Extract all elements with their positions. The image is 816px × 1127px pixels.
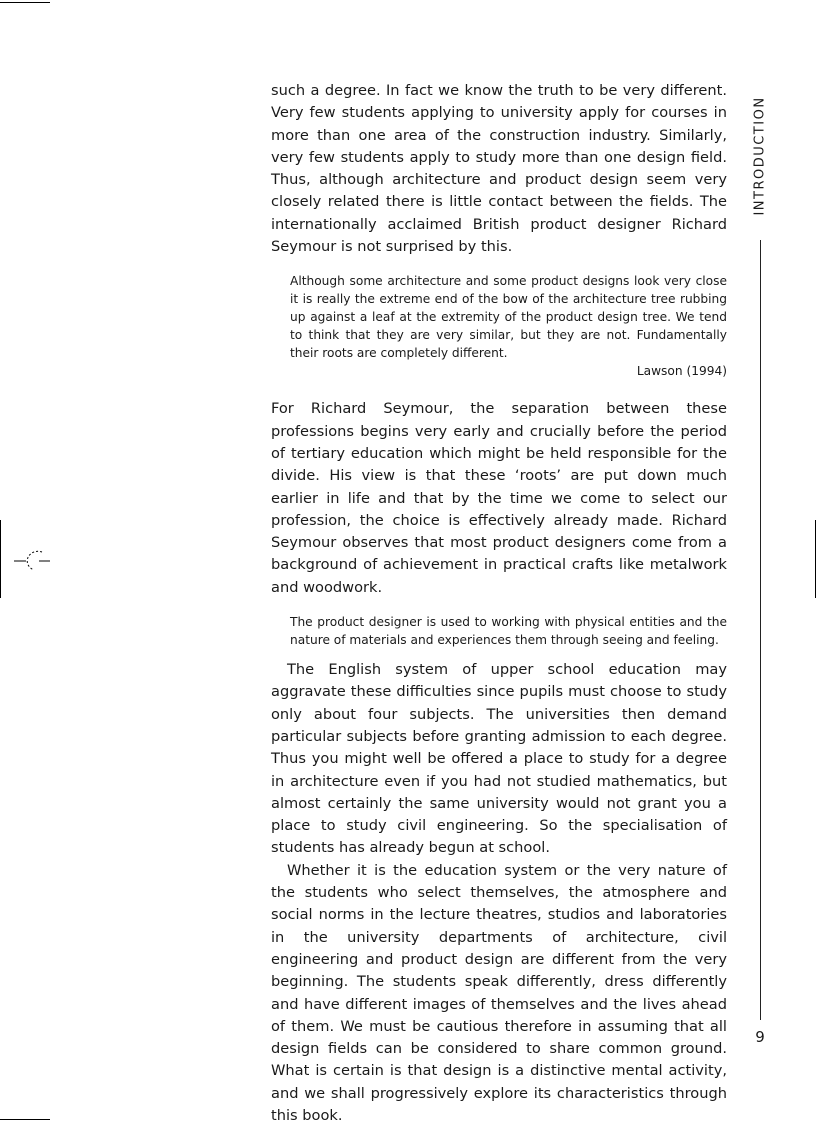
block-quote-2	[290, 613, 727, 649]
block-quote-text: The product designer is used to working with physical entities and the nature of materials and experiences them through seeing and feeling.	[290, 615, 727, 648]
body-paragraph-1: such a degree. In fact we know the truth to be very different. Very few students applying to university apply for courses in more than one area of the construction industry. Similarly, very few students apply to study more than one design field. Thus, although architecture and product design seem very closely related there is little contact between the fields. The internationally acclaimed British product designer Richard Seymour is not surprised by this.	[271, 82, 727, 256]
body-paragraph-4: Whether it is the education system or the very nature of the students who select themselves, the atmosphere and social norms in the lecture theatres, studios and laboratories in the university departments of architecture, civil engineering and product design are different from the very beginning. The students speak differently, dress differently and have different images of themselves and the lives ahead of them. We must be cautious therefore in assuming that all design fields can be considered to share common ground. What is certain is that design is a distinctive mental activity, and we shall progressively explore its characteristics through this book.	[271, 861, 727, 1124]
body-paragraph-3: The English system of upper school education may aggravate these difficulties since pupils must choose to study only about four subjects. The universities then demand particular subjects before granting admission to each degree. Thus you might well be offered a place to study for a degree in architecture even if you had not studied mathematics, but almost certainly the same university would not grant you a place to study civil engineering. So the specialisation of students has already begun at school.	[271, 661, 727, 857]
crop-mark-top-left	[0, 2, 50, 3]
section-title: INTRODUCTION	[752, 96, 768, 216]
block-quote-1	[290, 272, 727, 380]
block-quote-text: Although some architecture and some product designs look very close it is really the extreme end of the bow of the architecture tree rubbing up against a leaf at the extremity of the product design tree. We tend to think that they are very similar, but they are not. Fundamentally their roots are completely different.	[290, 274, 727, 361]
vertical-rule	[760, 240, 761, 1020]
body-paragraph-2: For Richard Seymour, the separation between these professions begins very early and crucially before the period of tertiary education which might be held responsible for the divide. His view is that these ‘roots’ are put down much earlier in life and that by the time we come to select our profession, the choice is effectively already made. Richard Seymour observes that most product designers come from a background of achievement in practical crafts like metalwork and woodwork.	[271, 400, 727, 596]
running-head	[752, 86, 768, 226]
crop-mark-left-vertical	[0, 520, 1, 598]
registration-mark-icon	[12, 546, 52, 576]
crop-mark-bottom-left	[0, 1119, 50, 1120]
quote-citation: Lawson (1994)	[636, 364, 727, 379]
page-number: 9	[755, 1028, 765, 1046]
main-text	[271, 80, 727, 1127]
